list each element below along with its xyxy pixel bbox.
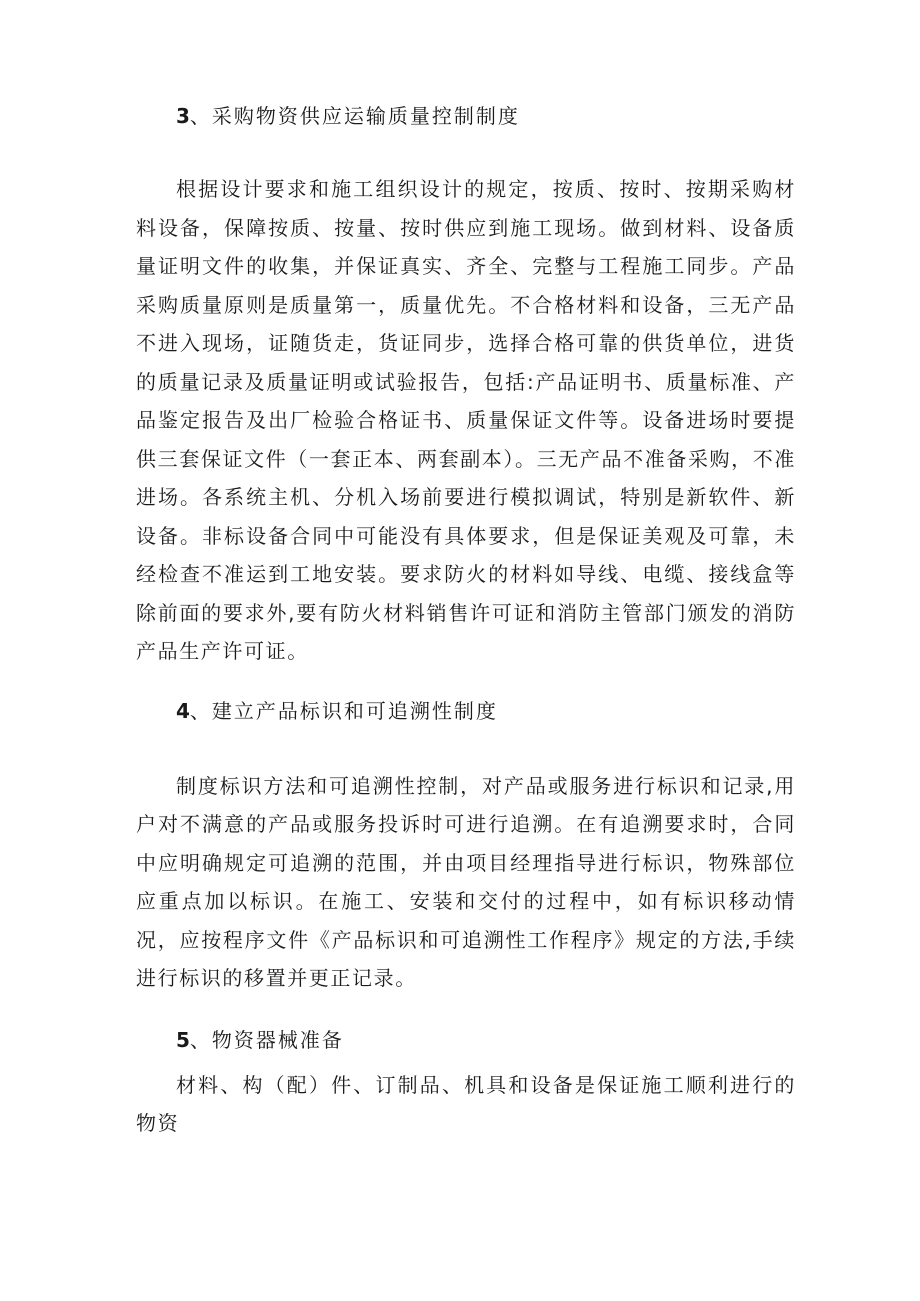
section-heading-5 xyxy=(136,1020,796,1060)
section-heading-4 xyxy=(136,691,796,731)
section-paragraph-3: 根据设计要求和施工组织设计的规定，按质、按时、按期采购材料设备，保障按质、按量、按时供应到施工现场。做到材料、设备质量证明文件的收集，并保证真实、齐全、完整与工程施工同步。产品采购质量原则是质量第一，质量优先。不合格材料和设备，三无产品不进入现场，证随货走，货证同步，选择合格可靠的供货单位，进货的质量记录及质量证明或试验报告，包括:产品证明书、质量标准、产品鉴定报告及出厂检验合格证书、质量保证文件等。设备进场时要提供三套保证文件（一套正本、两套副本）。三无产品不准备采购，不准进场。各系统主机、分机入场前要进行模拟调试，特别是新软件、新设备。非标设备合同中可能没有具体要求，但是保证美观及可靠，未经检查不准运到工地安装。要求防火的材料如导线、电缆、接线盒等除前面的要求外,要有防火材料销售许可证和消防主管部门颁发的消防产品生产许可证。 xyxy=(136,177,796,663)
section-paragraph-4: 制度标识方法和可追溯性控制，对产品或服务进行标识和记录,用户对不满意的产品或服务投诉时可进行追溯。在有追溯要求时，合同中应明确规定可追溯的范围，并由项目经理指导进行标识，物殊部位应重点加以标识。在施工、安装和交付的过程中，如有标识移动情况，应按程序文件《产品标识和可追溯性工作程序》规定的方法,手续进行标识的移置并更正记录。 xyxy=(136,773,796,990)
document-body xyxy=(136,96,796,1143)
section-number: 3 xyxy=(176,104,190,128)
section-paragraph-5: 材料、构（配）件、订制品、机具和设备是保证施工顺利进行的物资 xyxy=(136,1072,796,1135)
section-title: 、建立产品标识和可追溯性制度 xyxy=(189,698,498,723)
section-number: 5 xyxy=(176,1027,190,1052)
section-heading-3 xyxy=(136,96,796,136)
section-number: 4 xyxy=(176,698,190,723)
section-title: 、物资器械准备 xyxy=(189,1027,344,1052)
section-title: 、采购物资供应运输质量控制制度 xyxy=(189,104,520,128)
